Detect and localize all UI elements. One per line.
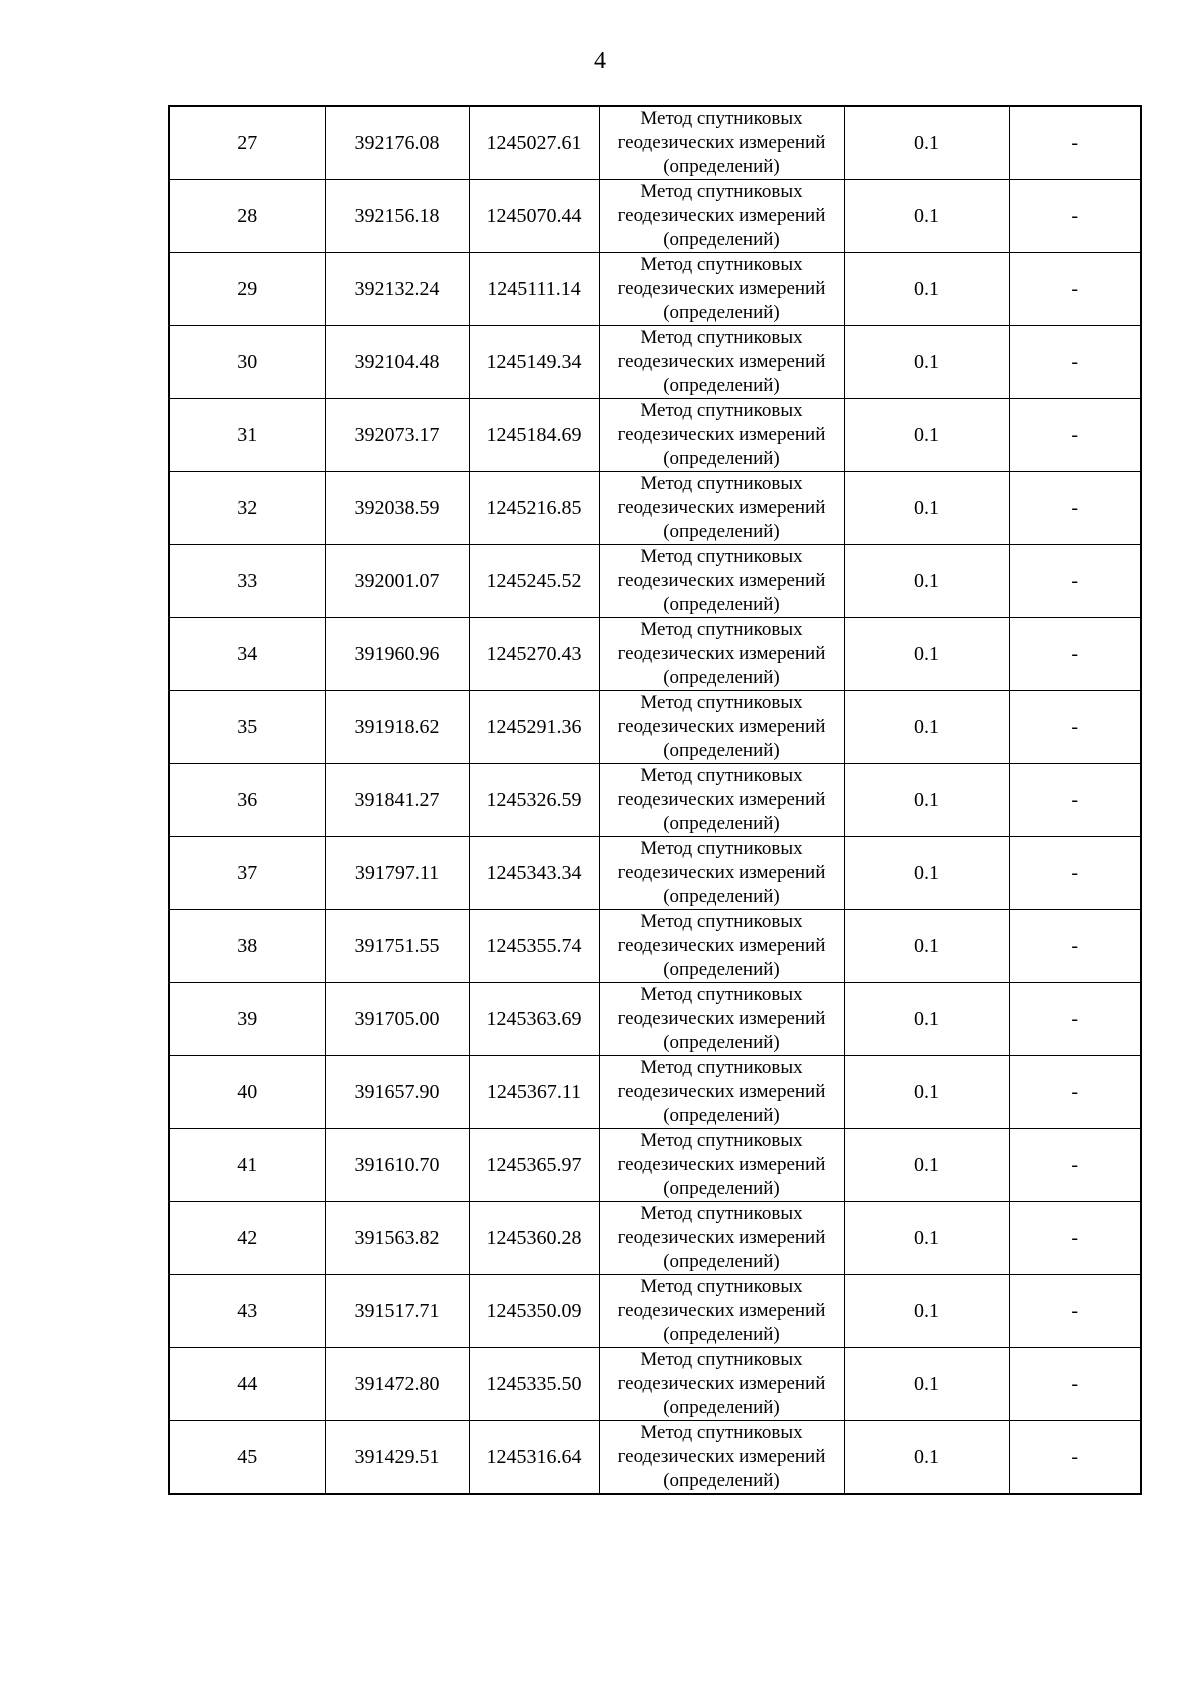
note-cell: - — [1009, 180, 1141, 253]
coordinates-table-body — [169, 106, 1141, 1494]
accuracy-cell: 0.1 — [844, 1202, 1009, 1275]
point-number-cell: 30 — [169, 326, 325, 399]
y-coordinate-cell: 1245270.43 — [469, 618, 599, 691]
point-number-cell: 28 — [169, 180, 325, 253]
y-coordinate-cell: 1245335.50 — [469, 1348, 599, 1421]
method-cell: Метод спутниковых геодезических измерений (определений) — [599, 253, 844, 326]
note-cell: - — [1009, 399, 1141, 472]
y-coordinate-cell: 1245326.59 — [469, 764, 599, 837]
note-cell: - — [1009, 106, 1141, 180]
method-cell: Метод спутниковых геодезических измерений (определений) — [599, 326, 844, 399]
table-row — [169, 910, 1141, 983]
note-cell: - — [1009, 910, 1141, 983]
note-cell: - — [1009, 1056, 1141, 1129]
table-row — [169, 1421, 1141, 1495]
method-cell: Метод спутниковых геодезических измерений (определений) — [599, 983, 844, 1056]
point-number-cell: 45 — [169, 1421, 325, 1495]
y-coordinate-cell: 1245343.34 — [469, 837, 599, 910]
accuracy-cell: 0.1 — [844, 764, 1009, 837]
coordinates-table — [168, 105, 1142, 1495]
note-cell: - — [1009, 326, 1141, 399]
point-number-cell: 34 — [169, 618, 325, 691]
point-number-cell: 39 — [169, 983, 325, 1056]
method-cell: Метод спутниковых геодезических измерений (определений) — [599, 1129, 844, 1202]
x-coordinate-cell: 392156.18 — [325, 180, 469, 253]
accuracy-cell: 0.1 — [844, 1056, 1009, 1129]
point-number-cell: 29 — [169, 253, 325, 326]
method-cell: Метод спутниковых геодезических измерений (определений) — [599, 764, 844, 837]
accuracy-cell: 0.1 — [844, 691, 1009, 764]
accuracy-cell: 0.1 — [844, 399, 1009, 472]
y-coordinate-cell: 1245316.64 — [469, 1421, 599, 1495]
table-row — [169, 106, 1141, 180]
note-cell: - — [1009, 472, 1141, 545]
method-cell: Метод спутниковых геодезических измерений (определений) — [599, 180, 844, 253]
note-cell: - — [1009, 545, 1141, 618]
y-coordinate-cell: 1245111.14 — [469, 253, 599, 326]
method-cell: Метод спутниковых геодезических измерений (определений) — [599, 1348, 844, 1421]
y-coordinate-cell: 1245350.09 — [469, 1275, 599, 1348]
table-row — [169, 253, 1141, 326]
table-row — [169, 983, 1141, 1056]
accuracy-cell: 0.1 — [844, 983, 1009, 1056]
note-cell: - — [1009, 1202, 1141, 1275]
point-number-cell: 43 — [169, 1275, 325, 1348]
accuracy-cell: 0.1 — [844, 326, 1009, 399]
x-coordinate-cell: 391610.70 — [325, 1129, 469, 1202]
point-number-cell: 27 — [169, 106, 325, 180]
point-number-cell: 41 — [169, 1129, 325, 1202]
accuracy-cell: 0.1 — [844, 545, 1009, 618]
x-coordinate-cell: 392073.17 — [325, 399, 469, 472]
table-row — [169, 472, 1141, 545]
table-row — [169, 1056, 1141, 1129]
point-number-cell: 32 — [169, 472, 325, 545]
table-row — [169, 1129, 1141, 1202]
table-row — [169, 399, 1141, 472]
method-cell: Метод спутниковых геодезических измерений (определений) — [599, 1421, 844, 1495]
accuracy-cell: 0.1 — [844, 1275, 1009, 1348]
x-coordinate-cell: 391751.55 — [325, 910, 469, 983]
note-cell: - — [1009, 618, 1141, 691]
table-row — [169, 764, 1141, 837]
note-cell: - — [1009, 983, 1141, 1056]
accuracy-cell: 0.1 — [844, 1348, 1009, 1421]
x-coordinate-cell: 391472.80 — [325, 1348, 469, 1421]
accuracy-cell: 0.1 — [844, 472, 1009, 545]
method-cell: Метод спутниковых геодезических измерений (определений) — [599, 837, 844, 910]
note-cell: - — [1009, 1129, 1141, 1202]
table-row — [169, 691, 1141, 764]
y-coordinate-cell: 1245216.85 — [469, 472, 599, 545]
method-cell: Метод спутниковых геодезических измерений (определений) — [599, 399, 844, 472]
point-number-cell: 36 — [169, 764, 325, 837]
table-row — [169, 618, 1141, 691]
accuracy-cell: 0.1 — [844, 618, 1009, 691]
accuracy-cell: 0.1 — [844, 253, 1009, 326]
method-cell: Метод спутниковых геодезических измерений (определений) — [599, 618, 844, 691]
y-coordinate-cell: 1245367.11 — [469, 1056, 599, 1129]
note-cell: - — [1009, 1421, 1141, 1495]
table-row — [169, 1202, 1141, 1275]
method-cell: Метод спутниковых геодезических измерений (определений) — [599, 1202, 844, 1275]
point-number-cell: 42 — [169, 1202, 325, 1275]
table-row — [169, 1348, 1141, 1421]
table-row — [169, 1275, 1141, 1348]
note-cell: - — [1009, 837, 1141, 910]
x-coordinate-cell: 391797.11 — [325, 837, 469, 910]
accuracy-cell: 0.1 — [844, 1421, 1009, 1495]
note-cell: - — [1009, 1275, 1141, 1348]
x-coordinate-cell: 392176.08 — [325, 106, 469, 180]
x-coordinate-cell: 391841.27 — [325, 764, 469, 837]
x-coordinate-cell: 391517.71 — [325, 1275, 469, 1348]
x-coordinate-cell: 392132.24 — [325, 253, 469, 326]
table-row — [169, 326, 1141, 399]
table-row — [169, 545, 1141, 618]
x-coordinate-cell: 392001.07 — [325, 545, 469, 618]
accuracy-cell: 0.1 — [844, 180, 1009, 253]
y-coordinate-cell: 1245027.61 — [469, 106, 599, 180]
x-coordinate-cell: 391429.51 — [325, 1421, 469, 1495]
x-coordinate-cell: 392104.48 — [325, 326, 469, 399]
y-coordinate-cell: 1245360.28 — [469, 1202, 599, 1275]
point-number-cell: 31 — [169, 399, 325, 472]
x-coordinate-cell: 391918.62 — [325, 691, 469, 764]
point-number-cell: 40 — [169, 1056, 325, 1129]
y-coordinate-cell: 1245245.52 — [469, 545, 599, 618]
note-cell: - — [1009, 764, 1141, 837]
x-coordinate-cell: 391657.90 — [325, 1056, 469, 1129]
x-coordinate-cell: 392038.59 — [325, 472, 469, 545]
y-coordinate-cell: 1245070.44 — [469, 180, 599, 253]
point-number-cell: 37 — [169, 837, 325, 910]
accuracy-cell: 0.1 — [844, 910, 1009, 983]
accuracy-cell: 0.1 — [844, 106, 1009, 180]
point-number-cell: 33 — [169, 545, 325, 618]
note-cell: - — [1009, 253, 1141, 326]
x-coordinate-cell: 391563.82 — [325, 1202, 469, 1275]
method-cell: Метод спутниковых геодезических измерений (определений) — [599, 472, 844, 545]
method-cell: Метод спутниковых геодезических измерений (определений) — [599, 910, 844, 983]
note-cell: - — [1009, 691, 1141, 764]
page-number: 4 — [594, 48, 606, 74]
y-coordinate-cell: 1245291.36 — [469, 691, 599, 764]
method-cell: Метод спутниковых геодезических измерений (определений) — [599, 691, 844, 764]
y-coordinate-cell: 1245365.97 — [469, 1129, 599, 1202]
note-cell: - — [1009, 1348, 1141, 1421]
point-number-cell: 35 — [169, 691, 325, 764]
method-cell: Метод спутниковых геодезических измерений (определений) — [599, 106, 844, 180]
x-coordinate-cell: 391960.96 — [325, 618, 469, 691]
point-number-cell: 44 — [169, 1348, 325, 1421]
y-coordinate-cell: 1245184.69 — [469, 399, 599, 472]
y-coordinate-cell: 1245149.34 — [469, 326, 599, 399]
y-coordinate-cell: 1245355.74 — [469, 910, 599, 983]
method-cell: Метод спутниковых геодезических измерений (определений) — [599, 545, 844, 618]
table-row — [169, 837, 1141, 910]
accuracy-cell: 0.1 — [844, 1129, 1009, 1202]
point-number-cell: 38 — [169, 910, 325, 983]
y-coordinate-cell: 1245363.69 — [469, 983, 599, 1056]
method-cell: Метод спутниковых геодезических измерений (определений) — [599, 1275, 844, 1348]
x-coordinate-cell: 391705.00 — [325, 983, 469, 1056]
method-cell: Метод спутниковых геодезических измерений (определений) — [599, 1056, 844, 1129]
accuracy-cell: 0.1 — [844, 837, 1009, 910]
table-row — [169, 180, 1141, 253]
